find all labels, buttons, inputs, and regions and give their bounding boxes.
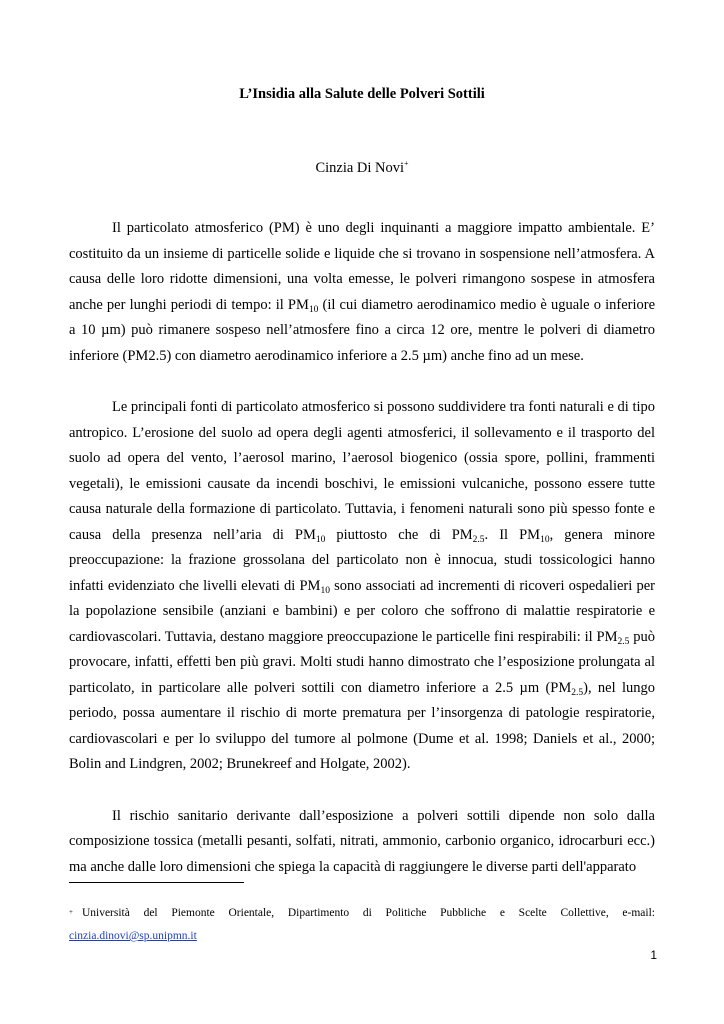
footnote-text: Università del Piemonte Orientale, Dipartimento di Politiche Pubbliche e Scelte Collettive, e-mail:	[81, 907, 655, 919]
author-affiliation-marker: +	[404, 159, 409, 168]
author-name: Cinzia Di Novi	[315, 160, 405, 176]
paragraph-2-text-3: . Il PM	[484, 526, 541, 543]
paragraph-2	[69, 395, 655, 778]
subscript: 10	[308, 304, 319, 315]
paragraph-3-text-1: Il rischio sanitario derivante dall’esposizione a polveri sottili dipende non solo dalla composizione tossica (metalli pesanti, solfati, nitrati, ammonio, carbonio organico, idrocarburi ecc.) ma anche dalle loro dimensioni che spiega la capacità di raggiungere le diverse parti dell'apparato	[69, 807, 655, 875]
paragraph-2-text-7: ), nel lungo periodo, possa aumentare il rischio di morte prematura per l’insorgenza di patologie respiratorie, cardiovascolari e per lo sviluppo del tumore al polmone (Dume et al. 1998; Daniels et al., 2000; Bolin and Lindgren, 2002; Brunekreef and Holgate, 2002).	[69, 679, 655, 772]
subscript: 2.5	[472, 534, 485, 545]
page-number: 1	[650, 948, 657, 962]
paragraph-2-text-1: Le principali fonti di particolato atmosferico si possono suddividere tra fonti naturali e di tipo antropico. L’erosione del suolo ad opera degli agenti atmosferici, il sollevamento e il trasporto del suolo ad opera del vento, l’aerosol marino, l’aerosol biogenico (ossia spore, pollini, frammenti vegetali), le emissioni causate da incendi boschivi, le emissioni vulcaniche, possono essere tutte causa naturale della formazione di particolato. Tuttavia, i fenomeni naturali sono più spesso fonte e causa della presenza nell’aria di PM	[69, 399, 655, 543]
paragraph-2-text-4: , genera minore preoccupazione: la frazione grossolana del particolato non è innocua, studi tossicologici hanno infatti evidenziato che livelli elevati di PM	[69, 526, 655, 594]
subscript: 2.5	[571, 687, 584, 698]
paragraph-1-text-2: (il cui diametro aerodinamico medio è uguale o inferiore a 10 µm) può rimanere sospeso nell’atmosfere fino a circa 12 ore, mentre le polveri di diametro inferiore (PM2.5) con diametro aerodinamico inferiore a 2.5 µm) anche fino ad un mese.	[69, 296, 656, 364]
paragraph-2-text-6: può provocare, infatti, effetti ben più gravi. Molti studi hanno dimostrato che l’esposizione prolungata al particolato, in particolare alle polveri sottili con diametro inferiore a 2.5 µm (PM	[69, 628, 655, 696]
footnote	[69, 902, 655, 948]
footnote-separator	[69, 882, 244, 883]
footnote-marker: +	[69, 908, 73, 916]
subscript: 10	[320, 585, 330, 596]
author-line	[0, 160, 724, 177]
paragraph-1	[69, 216, 655, 369]
subscript: 10	[315, 534, 326, 545]
paragraph-2-text-2: piuttosto che di PM	[325, 526, 473, 543]
paper-title: L’Insidia alla Salute delle Polveri Sottili	[239, 86, 485, 102]
body-text	[69, 216, 655, 906]
footnote-email-link[interactable]: cinzia.dinovi@sp.unipmn.it	[69, 930, 197, 942]
paragraph-3	[69, 804, 655, 881]
paragraph-1-text-1: Il particolato atmosferico (PM) è uno degli inquinanti a maggiore impatto ambientale. E’ costituito da un insieme di particelle solide e liquide che si trovano in sospensione nell’atmosfera. A causa delle loro ridotte dimensioni, una volta emesse, le polveri rimangono sospese in atmosfera anche per lunghi periodi di tempo: il PM	[69, 220, 655, 313]
subscript: 10	[540, 534, 550, 545]
subscript: 2.5	[617, 636, 630, 647]
paragraph-2-text-5: sono associati ad incrementi di ricoveri ospedalieri per la popolazione sensibile (anziani e bambini) e per coloro che soffrono di malattie respiratorie e cardiovascolari. Tuttavia, destano maggiore preoccupazione le particelle fini respirabili: il PM	[69, 577, 655, 645]
